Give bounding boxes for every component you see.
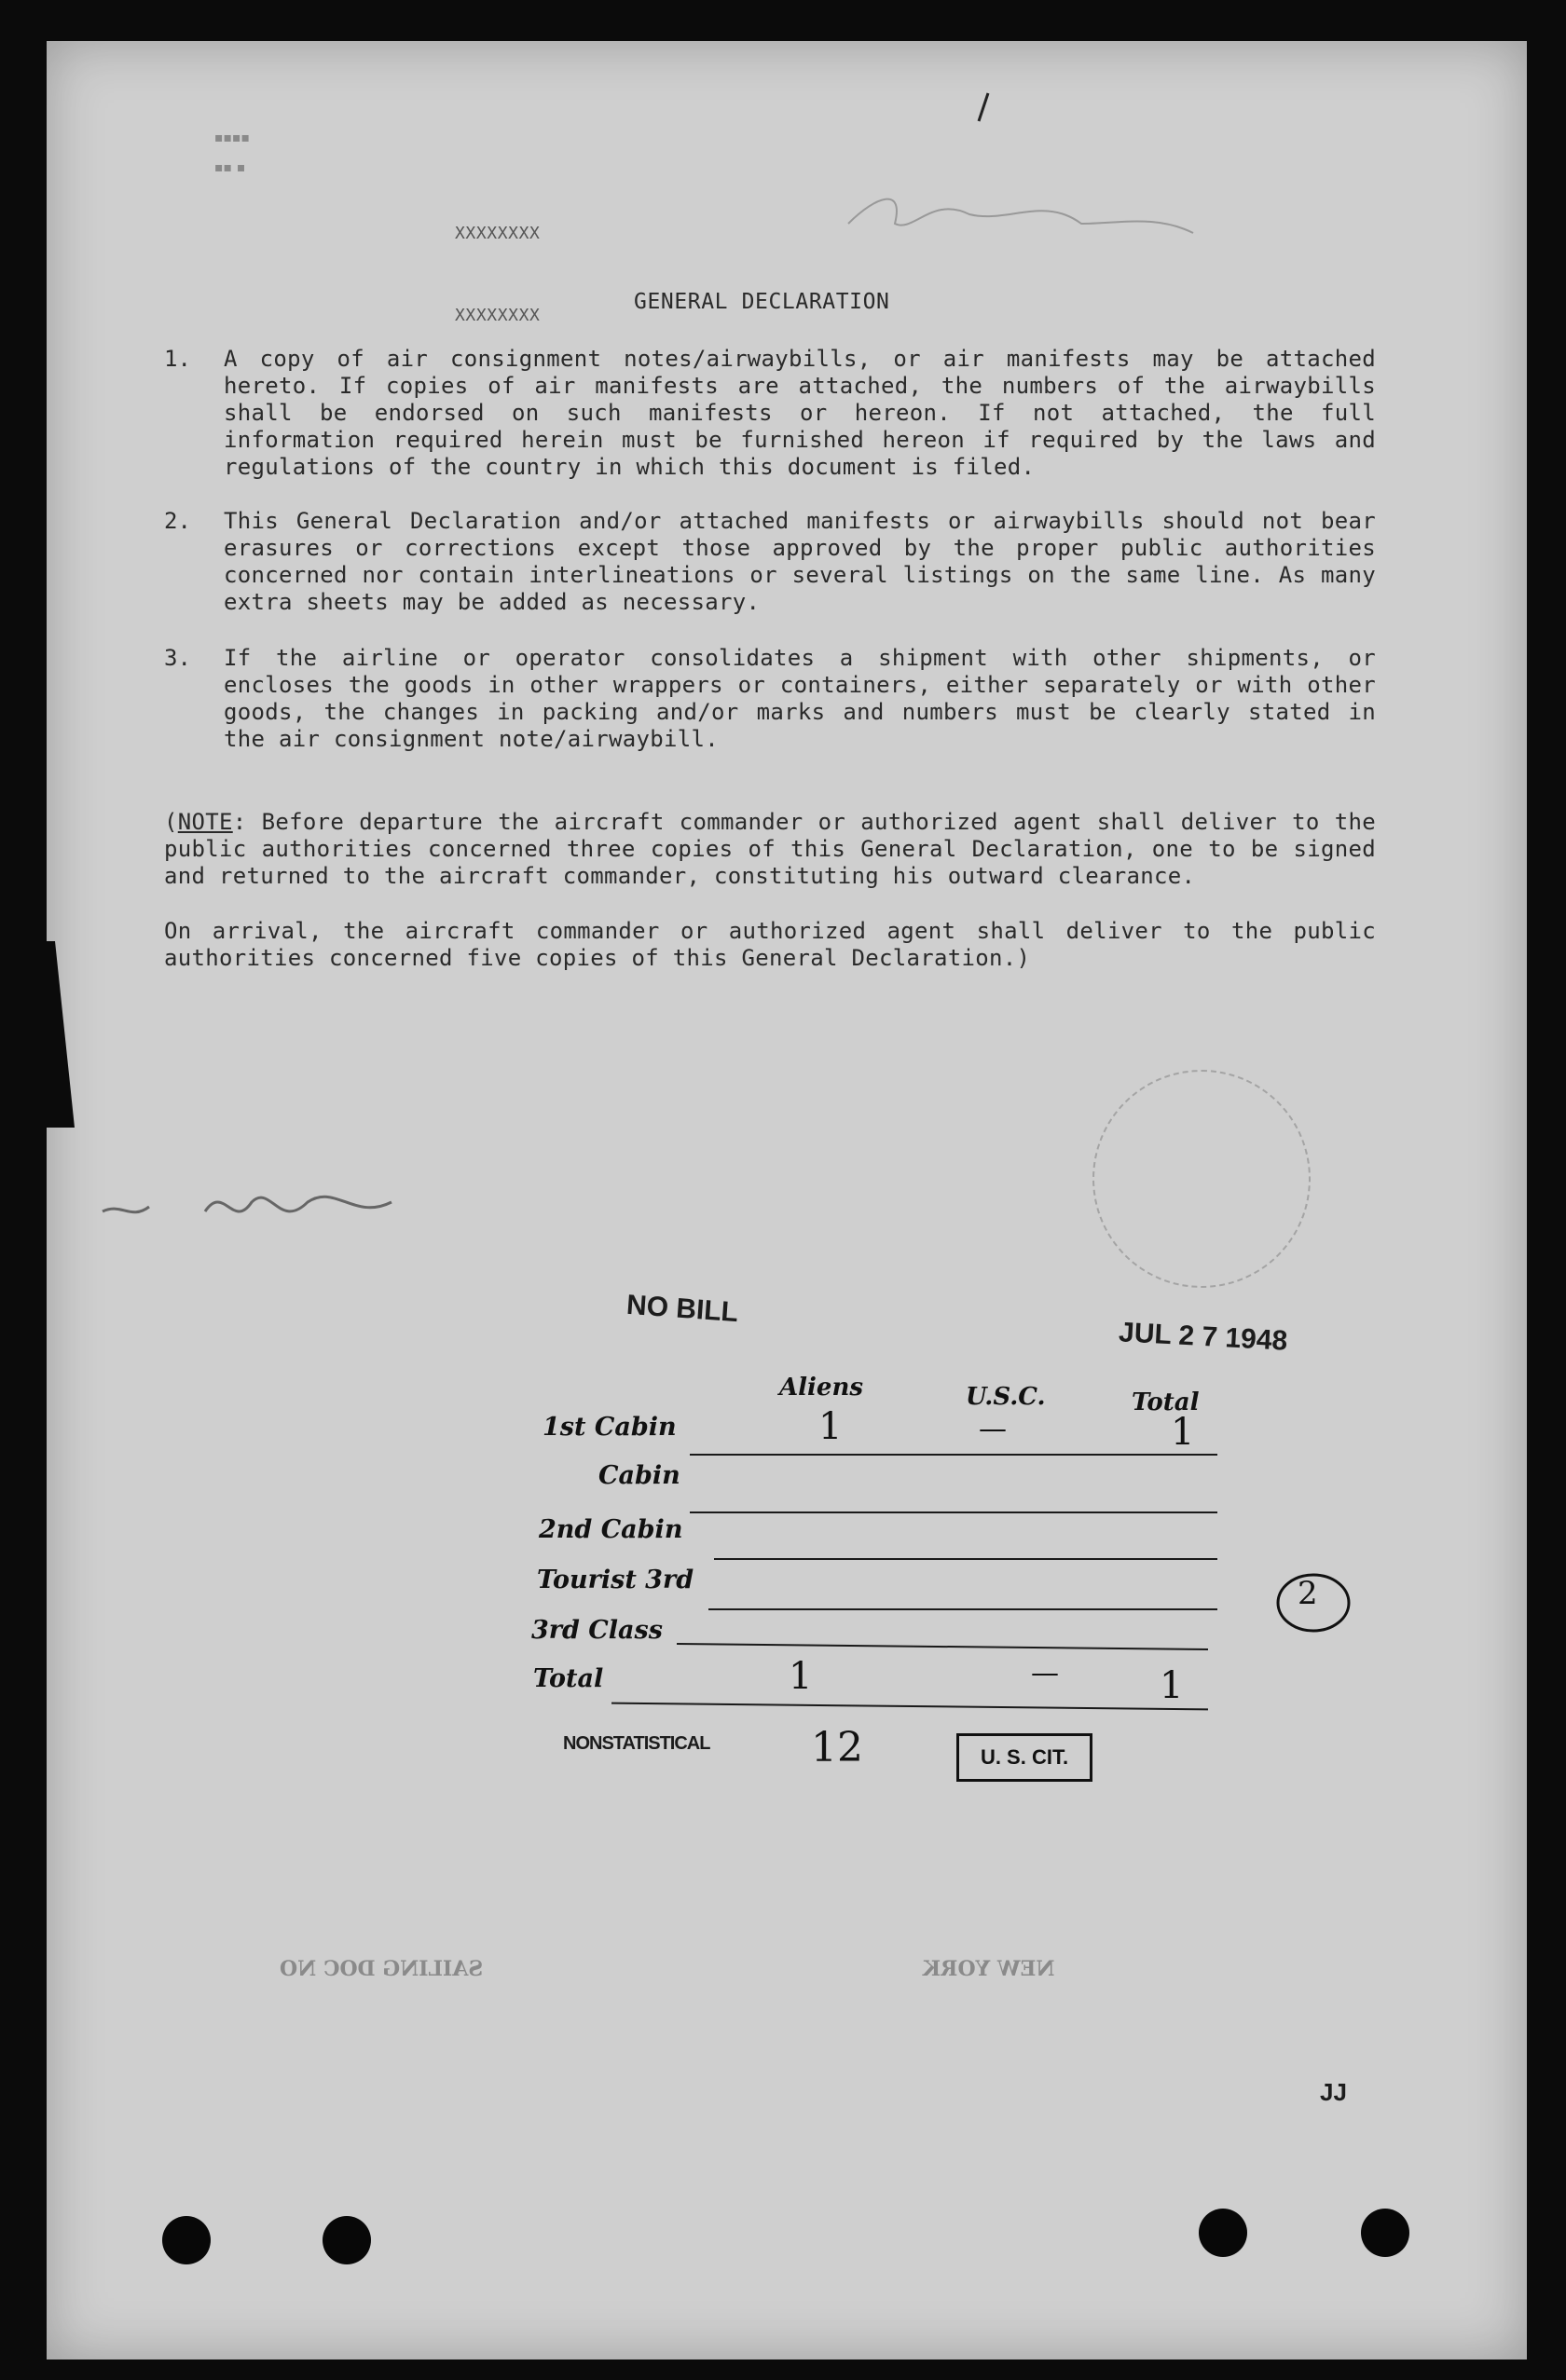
date-stamp: JUL 2 7 1948 — [1118, 1317, 1289, 1357]
item-number-2: 2. — [164, 508, 191, 534]
nonstatistical-count: 12 — [811, 1724, 863, 1771]
row-label-2nd-cabin: 2nd Cabin — [539, 1515, 683, 1544]
punch-hole — [162, 2216, 211, 2264]
handwritten-scribble — [820, 84, 1249, 252]
bleed-through-left: SAILING DOC NO — [280, 1957, 484, 1981]
instruction-1: A copy of air consignment notes/airwaybills, or air manifests may be attached hereto. If copies of air manifests are attached, the numbers of the airwaybills shall be endorsed on such manifests or hereon. If not attached, the full information required herein must be furnished hereon if required by the laws and regulations of the country in which this document is filed. — [224, 346, 1376, 480]
circular-stamp — [1092, 1070, 1311, 1288]
item-number-1: 1. — [164, 346, 191, 372]
arrival-paragraph: On arrival, the aircraft commander or authorized agent shall deliver to the public authorities concerned five copies of this General Declaration.) — [164, 918, 1376, 971]
total-1st-cabin: 1 — [1171, 1411, 1195, 1454]
row-line — [714, 1558, 1217, 1560]
nonstatistical-stamp: NONSTATISTICAL — [563, 1733, 710, 1754]
faint-corner-mark-2: ▪▪ ▪ — [214, 160, 246, 175]
instruction-2: This General Declaration and/or attached manifests or airwaybills should not bear erasures or corrections except those approved by the proper public authorities concerned nor contain interlineations or several listings on the same line. As many extra sheets may be added as necessary. — [224, 508, 1376, 615]
note-label: NOTE — [177, 809, 233, 835]
row-line — [690, 1454, 1217, 1456]
row-line — [690, 1511, 1217, 1513]
row-label-cabin: Cabin — [598, 1461, 680, 1490]
punch-hole — [323, 2216, 371, 2264]
item-number-3: 3. — [164, 645, 191, 671]
struck-text-1: XXXXXXXX — [455, 224, 541, 243]
column-usc: U.S.C. — [966, 1383, 1046, 1411]
usc-total: — — [1031, 1657, 1059, 1689]
row-line — [708, 1608, 1217, 1610]
bleed-through-stamp: JJ — [1320, 2078, 1347, 2106]
page-title: GENERAL DECLARATION — [634, 290, 890, 314]
note-open-paren: ( — [164, 809, 178, 835]
row-label-tourist-3rd: Tourist 3rd — [537, 1566, 694, 1594]
column-aliens: Aliens — [779, 1374, 864, 1402]
aliens-total: 1 — [789, 1655, 813, 1698]
punch-hole — [1199, 2209, 1247, 2257]
punch-hole — [1361, 2209, 1409, 2257]
note-text: : Before departure the aircraft commander or authorized agent shall deliver to the public authorities concerned three copies of this General Declaration, one to be signed and returned to the aircraft commander, constituting his outward clearance. — [164, 809, 1376, 889]
note-paragraph — [164, 809, 1376, 890]
usc-1st-cabin: — — [979, 1413, 1007, 1445]
column-total: Total — [1132, 1388, 1200, 1416]
us-cit-stamp: U. S. CIT. — [956, 1733, 1092, 1782]
handwritten-note — [93, 1174, 429, 1249]
circled-mark-icon — [1271, 1566, 1374, 1640]
row-label-3rd-class: 3rd Class — [531, 1616, 663, 1645]
row-label-total: Total — [533, 1664, 604, 1693]
struck-text-2: XXXXXXXX — [455, 306, 541, 325]
row-label-1st-cabin: 1st Cabin — [543, 1413, 677, 1442]
instruction-3: If the airline or operator consolidates a shipment with other shipments, or encloses the goods in other wrappers or containers, either separately or with other goods, the changes in packing and/or marks and numbers must be clearly stated in the air consignment note/airwaybill. — [224, 645, 1376, 752]
total-total: 1 — [1160, 1664, 1184, 1707]
no-bill-stamp: NO BILL — [625, 1289, 740, 1329]
bleed-through-right: NEW YORK — [923, 1957, 1055, 1981]
aliens-1st-cabin: 1 — [818, 1405, 843, 1448]
circled-mark: 2 — [1298, 1575, 1318, 1612]
faint-corner-mark: ▪▪▪▪ — [214, 130, 250, 145]
